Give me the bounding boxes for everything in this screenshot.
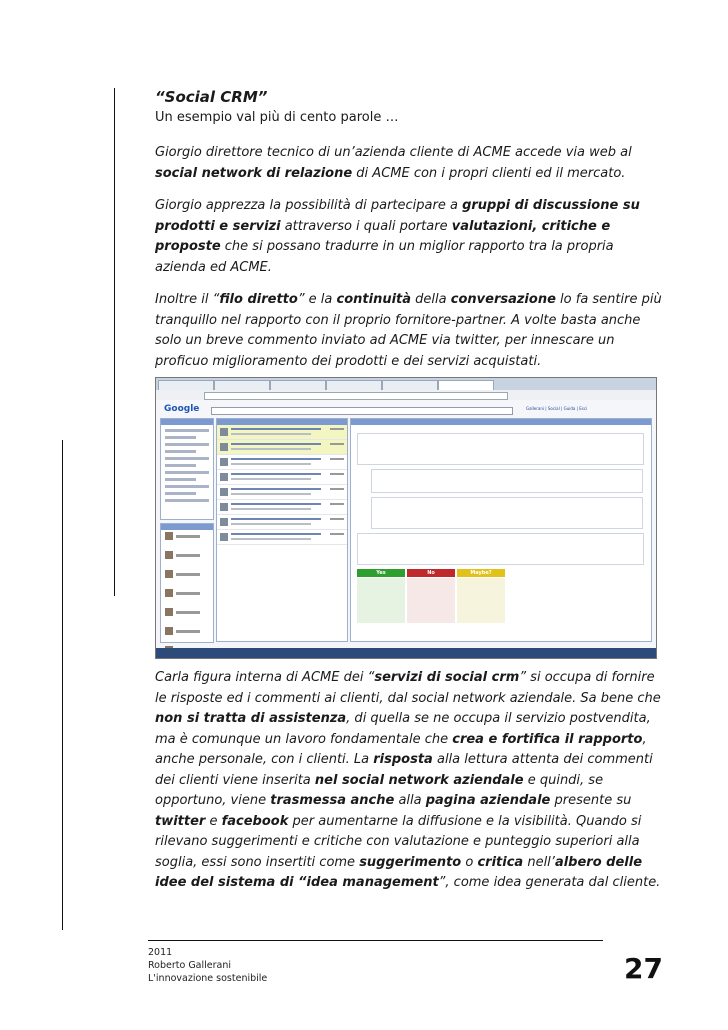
footer-rule bbox=[148, 940, 603, 941]
app-sidebar-nav bbox=[160, 418, 214, 520]
app-screenshot bbox=[155, 377, 657, 659]
subtitle: Un esempio val più di cento parole … bbox=[155, 110, 399, 125]
paragraph-4: Carla figura interna di ACME dei “servizi di social crm” si occupa di fornire le risposte ed i commenti ai clienti, dal social network aziendale. Sa bene che non si tratta di assistenza, di quella se ne occupa il servizio postvendita, ma è comunque un lavoro fondamentale che crea e fortifica il rapporto, anche personale, con i clienti. La risposta alla lettura attenta dei commenti dei clienti viene inserita nel social network aziendale e quindi, se opportuno, viene trasmessa anche alla pagina aziendale presente su twitter e facebook per aumentarne la diffusione e la visibilità. Quando si rilevano suggerimenti e critiche con valutazione e punteggio superiori alla soglia, essi sono insertiti come suggerimento o critica nell’albero delle idee del sistema di “idea management”, come idea generata dal cliente. bbox=[155, 670, 661, 890]
footer-author: Roberto Gallerani bbox=[148, 960, 232, 971]
paragraph-1: Giorgio direttore tecnico di un’azienda cliente di ACME accede via web al social network di relazione di ACME con i propri clienti ed il mercato. bbox=[155, 145, 632, 181]
app-top-links: Gallerani | Social | Guida | Esci bbox=[526, 406, 588, 411]
page-number: 27 bbox=[624, 952, 663, 985]
poll-yes-header: Yes bbox=[357, 569, 405, 577]
os-taskbar bbox=[156, 648, 656, 658]
text-top bbox=[155, 88, 665, 384]
text-bottom bbox=[155, 668, 665, 906]
app-search bbox=[211, 407, 513, 415]
footer-year: 2011 bbox=[148, 947, 173, 958]
app-message-list bbox=[216, 418, 348, 642]
poll-maybe-header: Maybe? bbox=[457, 569, 505, 577]
paragraph-3: Inoltre il “filo diretto” e la continuità della conversazione lo fa sentire più tranquillo nel rapporto con il proprio fornitore-partner. A volte basta anche solo un breve commento inviato ad ACME via twitter, per innescare un proficuo miglioramento dei prodotti e dei servizi acquistati. bbox=[155, 292, 662, 369]
margin-rule-top bbox=[114, 88, 115, 596]
page-title: “Social CRM” bbox=[155, 88, 268, 106]
poll-widget bbox=[357, 569, 507, 625]
app-sidebar-contacts bbox=[160, 523, 214, 643]
footer-book-title: L'innovazione sostenibile bbox=[148, 973, 268, 984]
paragraph-2: Giorgio apprezza la possibilità di partecipare a gruppi di discussione su prodotti e servizi attraverso i quali portare valutazioni, critiche e proposte che si possano tradurre in un miglior rapporto tra la propria azienda ed ACME. bbox=[155, 198, 640, 275]
app-conversation-pane bbox=[350, 418, 652, 642]
browser-tabs bbox=[156, 378, 656, 390]
footer-info bbox=[148, 946, 267, 985]
margin-rule-bottom bbox=[62, 440, 63, 930]
app-logo: Google bbox=[164, 404, 200, 414]
poll-no-header: No bbox=[407, 569, 455, 577]
